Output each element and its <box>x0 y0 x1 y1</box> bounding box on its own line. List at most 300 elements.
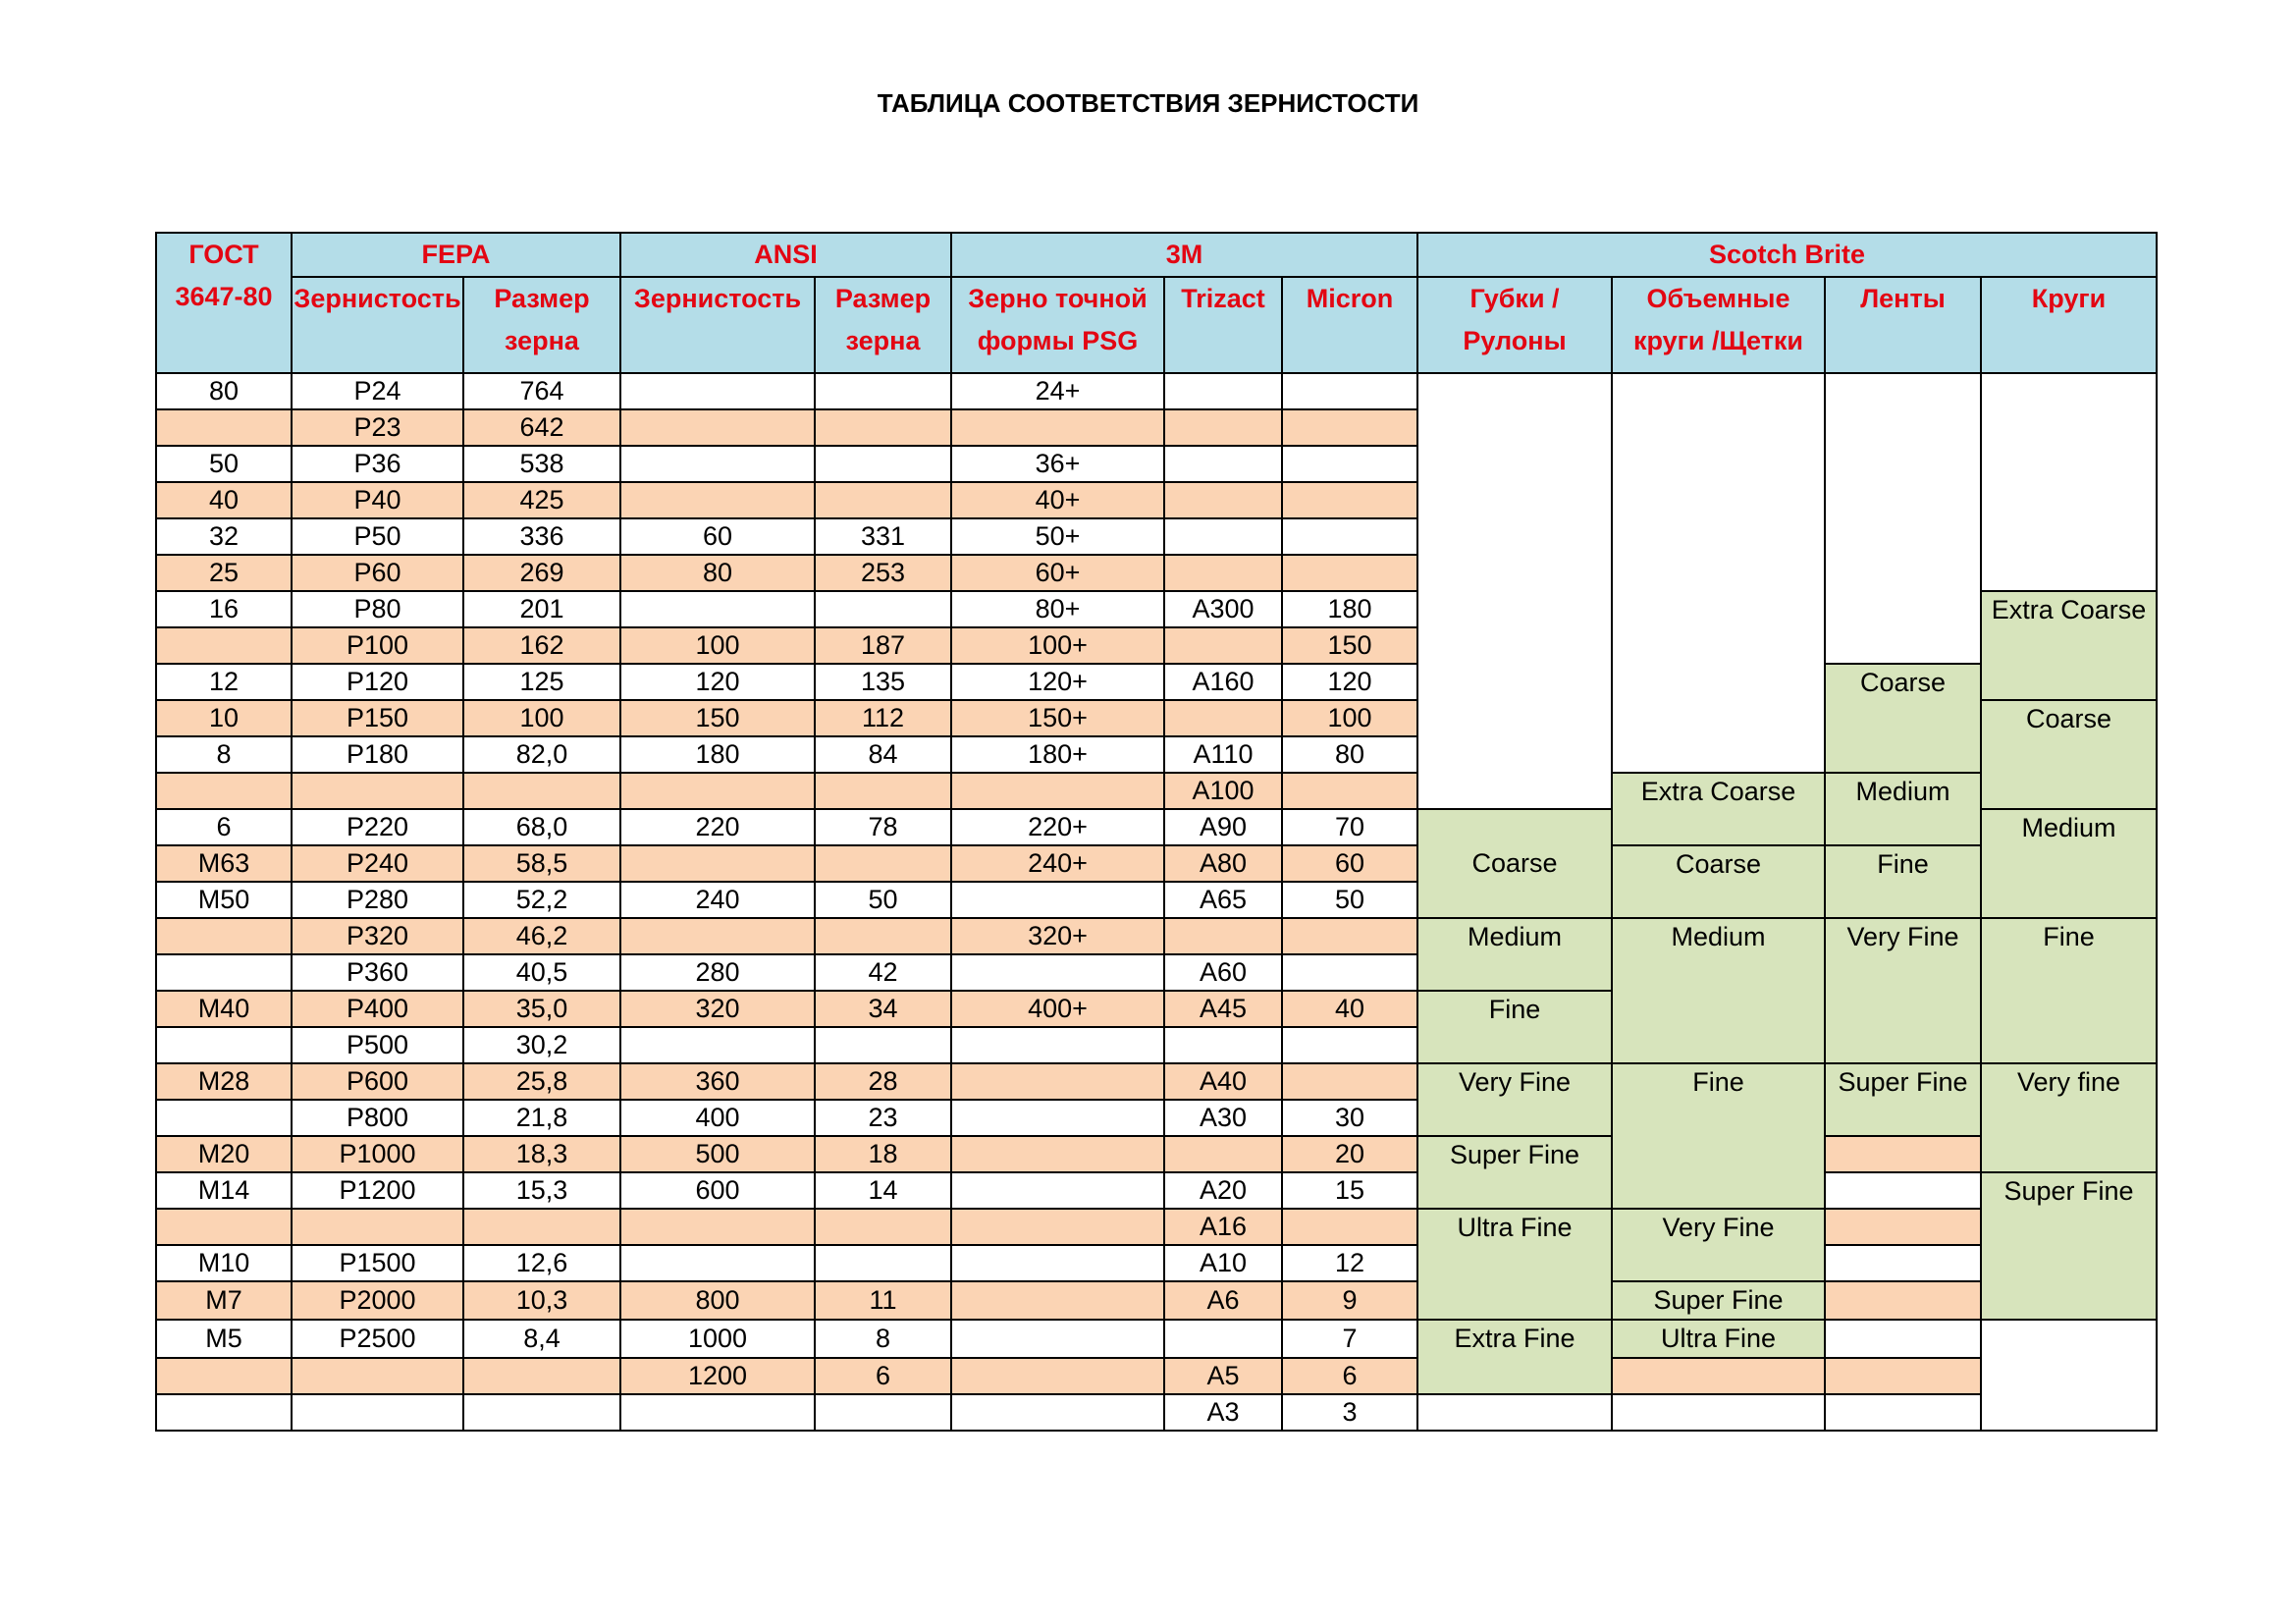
cell-micron <box>1282 373 1417 409</box>
cell-fepa-size: 162 <box>463 627 620 664</box>
cell-fepa: P220 <box>292 809 463 845</box>
cell-fepa-size: 125 <box>463 664 620 700</box>
cell-ansi <box>620 1245 815 1281</box>
cell-micron: 70 <box>1282 809 1417 845</box>
header-ansi-grit: Зернистость <box>620 277 815 373</box>
cell-gost: 50 <box>156 446 292 482</box>
cell-fepa-size <box>463 1358 620 1394</box>
header-micron: Micron <box>1282 277 1417 373</box>
table-row <box>156 1394 2157 1431</box>
cell-trizact: A40 <box>1164 1063 1282 1100</box>
cell-ansi <box>620 446 815 482</box>
cell-ansi: 150 <box>620 700 815 736</box>
cell-scotch-volumetric: Fine <box>1612 1063 1825 1209</box>
header-ansi: ANSI <box>620 233 951 277</box>
cell-fepa <box>292 1358 463 1394</box>
cell-ansi-size <box>815 1394 951 1431</box>
cell-scotch-discs: Extra Coarse <box>1981 591 2157 700</box>
cell-scotch-belts <box>1825 373 1981 664</box>
cell-gost: M63 <box>156 845 292 882</box>
table-row <box>156 1281 2157 1320</box>
cell-ansi: 280 <box>620 954 815 991</box>
cell-fepa-size: 425 <box>463 482 620 518</box>
cell-ansi-size <box>815 845 951 882</box>
cell-psg <box>951 1172 1164 1209</box>
cell-scotch-belts: Coarse <box>1825 664 1981 773</box>
cell-ansi: 600 <box>620 1172 815 1209</box>
cell-psg: 80+ <box>951 591 1164 627</box>
cell-trizact <box>1164 518 1282 555</box>
cell-trizact: A300 <box>1164 591 1282 627</box>
cell-fepa-size: 201 <box>463 591 620 627</box>
cell-fepa-size: 30,2 <box>463 1027 620 1063</box>
header-fepa: FEPA <box>292 233 620 277</box>
cell-fepa-size: 25,8 <box>463 1063 620 1100</box>
cell-micron: 150 <box>1282 627 1417 664</box>
cell-ansi: 120 <box>620 664 815 700</box>
cell-scotch-belts <box>1825 1394 1981 1431</box>
cell-micron <box>1282 1209 1417 1245</box>
cell-psg <box>951 1358 1164 1394</box>
cell-psg <box>951 1100 1164 1136</box>
document-title: ТАБЛИЦА СООТВЕТСТВИЯ ЗЕРНИСТОСТИ <box>877 88 1419 118</box>
table-row <box>156 373 2157 409</box>
cell-fepa: P1000 <box>292 1136 463 1172</box>
cell-psg: 100+ <box>951 627 1164 664</box>
cell-scotch-belts: Very Fine <box>1825 918 1981 1063</box>
cell-trizact <box>1164 409 1282 446</box>
cell-trizact <box>1164 482 1282 518</box>
cell-gost <box>156 409 292 446</box>
cell-scotch-volumetric: Coarse <box>1612 845 1825 918</box>
cell-scotch-belts <box>1825 1281 1981 1320</box>
cell-ansi-size: 253 <box>815 555 951 591</box>
cell-psg <box>951 1063 1164 1100</box>
cell-fepa <box>292 773 463 809</box>
cell-trizact: A110 <box>1164 736 1282 773</box>
cell-ansi <box>620 409 815 446</box>
cell-scotch-sponges: Fine <box>1417 991 1612 1063</box>
cell-gost: 32 <box>156 518 292 555</box>
cell-fepa-size: 46,2 <box>463 918 620 954</box>
cell-trizact <box>1164 1136 1282 1172</box>
cell-trizact: A60 <box>1164 954 1282 991</box>
cell-ansi-size: 42 <box>815 954 951 991</box>
cell-fepa-size: 35,0 <box>463 991 620 1027</box>
cell-fepa-size: 100 <box>463 700 620 736</box>
cell-scotch-sponges <box>1417 1394 1612 1431</box>
cell-fepa-size: 82,0 <box>463 736 620 773</box>
table-row <box>156 1172 2157 1209</box>
cell-psg: 24+ <box>951 373 1164 409</box>
cell-scotch-volumetric <box>1612 1394 1825 1431</box>
cell-fepa: P240 <box>292 845 463 882</box>
cell-scotch-sponges: Medium <box>1417 918 1612 991</box>
cell-fepa: P60 <box>292 555 463 591</box>
cell-scotch-volumetric <box>1612 373 1825 773</box>
cell-ansi: 1200 <box>620 1358 815 1394</box>
cell-scotch-volumetric <box>1612 1358 1825 1394</box>
cell-scotch-belts: Super Fine <box>1825 1063 1981 1136</box>
cell-micron: 12 <box>1282 1245 1417 1281</box>
cell-ansi: 500 <box>620 1136 815 1172</box>
cell-ansi <box>620 373 815 409</box>
cell-ansi-size: 18 <box>815 1136 951 1172</box>
cell-ansi-size: 50 <box>815 882 951 918</box>
header-psg: Зерно точной формы PSG <box>951 277 1164 373</box>
cell-scotch-volumetric: Ultra Fine <box>1612 1320 1825 1358</box>
cell-fepa: P80 <box>292 591 463 627</box>
cell-ansi: 100 <box>620 627 815 664</box>
header-trizact: Trizact <box>1164 277 1282 373</box>
cell-fepa <box>292 1394 463 1431</box>
cell-gost <box>156 954 292 991</box>
cell-ansi-size: 34 <box>815 991 951 1027</box>
cell-scotch-belts: Medium <box>1825 773 1981 845</box>
header-fepa-size: Размер зерна <box>463 277 620 373</box>
cell-psg <box>951 954 1164 991</box>
header-volumetric: Объемные круги /Щетки <box>1612 277 1825 373</box>
cell-ansi: 220 <box>620 809 815 845</box>
cell-micron: 40 <box>1282 991 1417 1027</box>
cell-psg: 180+ <box>951 736 1164 773</box>
cell-fepa: P180 <box>292 736 463 773</box>
cell-ansi-size: 14 <box>815 1172 951 1209</box>
cell-scotch-belts <box>1825 1209 1981 1245</box>
cell-psg <box>951 1281 1164 1320</box>
cell-psg: 400+ <box>951 991 1164 1027</box>
table-row <box>156 1136 2157 1172</box>
cell-psg: 240+ <box>951 845 1164 882</box>
cell-scotch-belts <box>1825 1172 1981 1209</box>
cell-scotch-discs: Medium <box>1981 809 2157 918</box>
cell-fepa: P100 <box>292 627 463 664</box>
cell-ansi-size: 112 <box>815 700 951 736</box>
cell-micron: 9 <box>1282 1281 1417 1320</box>
cell-fepa: P800 <box>292 1100 463 1136</box>
cell-scotch-discs: Fine <box>1981 918 2157 1063</box>
cell-scotch-sponges: Coarse <box>1417 809 1612 918</box>
cell-ansi-size: 331 <box>815 518 951 555</box>
cell-fepa: P40 <box>292 482 463 518</box>
cell-trizact <box>1164 1027 1282 1063</box>
cell-gost: 25 <box>156 555 292 591</box>
cell-psg <box>951 1027 1164 1063</box>
cell-micron: 180 <box>1282 591 1417 627</box>
cell-fepa-size: 21,8 <box>463 1100 620 1136</box>
cell-gost: M50 <box>156 882 292 918</box>
cell-ansi-size: 23 <box>815 1100 951 1136</box>
cell-trizact <box>1164 627 1282 664</box>
cell-gost <box>156 1394 292 1431</box>
cell-ansi-size <box>815 1245 951 1281</box>
cell-ansi-size <box>815 591 951 627</box>
cell-ansi: 60 <box>620 518 815 555</box>
cell-micron <box>1282 409 1417 446</box>
cell-fepa: P150 <box>292 700 463 736</box>
cell-psg: 60+ <box>951 555 1164 591</box>
cell-ansi-size <box>815 1209 951 1245</box>
cell-gost <box>156 773 292 809</box>
cell-fepa: P2000 <box>292 1281 463 1320</box>
table-row <box>156 1063 2157 1100</box>
cell-trizact: A6 <box>1164 1281 1282 1320</box>
cell-psg <box>951 409 1164 446</box>
cell-micron <box>1282 918 1417 954</box>
cell-ansi <box>620 1027 815 1063</box>
cell-fepa-size: 8,4 <box>463 1320 620 1358</box>
cell-gost: 10 <box>156 700 292 736</box>
cell-scotch-discs: Coarse <box>1981 700 2157 809</box>
cell-ansi-size: 84 <box>815 736 951 773</box>
cell-psg <box>951 1320 1164 1358</box>
cell-fepa-size: 764 <box>463 373 620 409</box>
cell-scotch-sponges <box>1417 373 1612 809</box>
cell-micron: 120 <box>1282 664 1417 700</box>
cell-gost <box>156 1027 292 1063</box>
cell-trizact: A45 <box>1164 991 1282 1027</box>
cell-psg: 320+ <box>951 918 1164 954</box>
cell-psg <box>951 1394 1164 1431</box>
cell-ansi-size <box>815 373 951 409</box>
cell-fepa: P2500 <box>292 1320 463 1358</box>
cell-scotch-belts: Fine <box>1825 845 1981 918</box>
cell-gost <box>156 1209 292 1245</box>
cell-micron: 50 <box>1282 882 1417 918</box>
cell-ansi-size: 28 <box>815 1063 951 1100</box>
cell-fepa: P360 <box>292 954 463 991</box>
cell-micron <box>1282 482 1417 518</box>
table-row <box>156 1320 2157 1358</box>
cell-scotch-volumetric: Very Fine <box>1612 1209 1825 1281</box>
cell-scotch-sponges: Extra Fine <box>1417 1320 1612 1394</box>
cell-micron: 100 <box>1282 700 1417 736</box>
cell-gost <box>156 1100 292 1136</box>
cell-fepa-size: 15,3 <box>463 1172 620 1209</box>
cell-gost: 12 <box>156 664 292 700</box>
cell-fepa-size: 12,6 <box>463 1245 620 1281</box>
table-row <box>156 918 2157 954</box>
cell-fepa-size: 642 <box>463 409 620 446</box>
cell-fepa-size: 52,2 <box>463 882 620 918</box>
cell-trizact <box>1164 918 1282 954</box>
header-scotch-brite: Scotch Brite <box>1417 233 2157 277</box>
cell-fepa-size <box>463 773 620 809</box>
cell-trizact: A100 <box>1164 773 1282 809</box>
header-ansi-size: Размер зерна <box>815 277 951 373</box>
cell-psg: 50+ <box>951 518 1164 555</box>
grit-table-body <box>156 373 2157 1431</box>
cell-ansi: 1000 <box>620 1320 815 1358</box>
cell-fepa-size: 18,3 <box>463 1136 620 1172</box>
cell-ansi-size: 187 <box>815 627 951 664</box>
cell-trizact: A65 <box>1164 882 1282 918</box>
cell-ansi: 80 <box>620 555 815 591</box>
cell-gost: M7 <box>156 1281 292 1320</box>
cell-fepa: P400 <box>292 991 463 1027</box>
cell-ansi: 180 <box>620 736 815 773</box>
cell-psg: 150+ <box>951 700 1164 736</box>
table-row <box>156 1358 2157 1394</box>
cell-micron: 20 <box>1282 1136 1417 1172</box>
cell-fepa: P320 <box>292 918 463 954</box>
cell-scotch-discs: Very fine <box>1981 1063 2157 1172</box>
cell-trizact <box>1164 373 1282 409</box>
cell-scotch-belts <box>1825 1245 1981 1281</box>
cell-gost: M20 <box>156 1136 292 1172</box>
cell-gost: M14 <box>156 1172 292 1209</box>
cell-ansi-size <box>815 482 951 518</box>
cell-micron <box>1282 446 1417 482</box>
cell-fepa-size: 269 <box>463 555 620 591</box>
cell-micron: 3 <box>1282 1394 1417 1431</box>
cell-trizact: A16 <box>1164 1209 1282 1245</box>
cell-trizact <box>1164 555 1282 591</box>
cell-ansi-size: 8 <box>815 1320 951 1358</box>
cell-ansi: 400 <box>620 1100 815 1136</box>
cell-ansi <box>620 1394 815 1431</box>
header-fepa-grit: Зернистость <box>292 277 463 373</box>
cell-trizact: A3 <box>1164 1394 1282 1431</box>
cell-micron <box>1282 954 1417 991</box>
cell-psg: 120+ <box>951 664 1164 700</box>
cell-gost: M28 <box>156 1063 292 1100</box>
cell-fepa: P23 <box>292 409 463 446</box>
cell-gost: 40 <box>156 482 292 518</box>
cell-psg: 40+ <box>951 482 1164 518</box>
cell-psg: 220+ <box>951 809 1164 845</box>
cell-trizact: A30 <box>1164 1100 1282 1136</box>
cell-micron: 80 <box>1282 736 1417 773</box>
cell-psg <box>951 1209 1164 1245</box>
cell-gost: M10 <box>156 1245 292 1281</box>
header-belts: Ленты <box>1825 277 1981 373</box>
cell-fepa-size: 10,3 <box>463 1281 620 1320</box>
cell-scotch-sponges: Super Fine <box>1417 1136 1612 1209</box>
cell-trizact: A20 <box>1164 1172 1282 1209</box>
cell-psg <box>951 1136 1164 1172</box>
table-row <box>156 1245 2157 1281</box>
cell-micron: 7 <box>1282 1320 1417 1358</box>
cell-gost <box>156 918 292 954</box>
cell-micron <box>1282 1063 1417 1100</box>
cell-scotch-volumetric: Super Fine <box>1612 1281 1825 1320</box>
cell-gost <box>156 1358 292 1394</box>
cell-ansi: 240 <box>620 882 815 918</box>
cell-ansi-size <box>815 918 951 954</box>
cell-fepa: P24 <box>292 373 463 409</box>
cell-trizact: A160 <box>1164 664 1282 700</box>
cell-ansi: 320 <box>620 991 815 1027</box>
cell-fepa-size: 538 <box>463 446 620 482</box>
cell-micron: 15 <box>1282 1172 1417 1209</box>
cell-ansi-size <box>815 1027 951 1063</box>
cell-scotch-belts <box>1825 1358 1981 1394</box>
cell-trizact: A80 <box>1164 845 1282 882</box>
cell-gost <box>156 627 292 664</box>
cell-fepa: P1200 <box>292 1172 463 1209</box>
cell-scotch-belts <box>1825 1136 1981 1172</box>
cell-ansi <box>620 845 815 882</box>
cell-trizact <box>1164 700 1282 736</box>
table-row <box>156 845 2157 882</box>
cell-fepa <box>292 1209 463 1245</box>
cell-fepa: P280 <box>292 882 463 918</box>
cell-fepa: P1500 <box>292 1245 463 1281</box>
cell-ansi-size: 11 <box>815 1281 951 1320</box>
cell-gost: 8 <box>156 736 292 773</box>
cell-ansi-size: 6 <box>815 1358 951 1394</box>
cell-gost: M40 <box>156 991 292 1027</box>
cell-fepa-size: 40,5 <box>463 954 620 991</box>
cell-scotch-sponges: Ultra Fine <box>1417 1209 1612 1320</box>
table-row <box>156 664 2157 700</box>
grit-comparison-table <box>155 232 2158 1432</box>
table-row <box>156 1209 2157 1245</box>
cell-fepa: P600 <box>292 1063 463 1100</box>
cell-fepa-size <box>463 1209 620 1245</box>
cell-micron <box>1282 773 1417 809</box>
cell-ansi-size <box>815 446 951 482</box>
cell-gost: 16 <box>156 591 292 627</box>
cell-fepa: P50 <box>292 518 463 555</box>
cell-psg <box>951 773 1164 809</box>
cell-fepa: P36 <box>292 446 463 482</box>
cell-micron: 60 <box>1282 845 1417 882</box>
cell-trizact: A90 <box>1164 809 1282 845</box>
cell-trizact <box>1164 1320 1282 1358</box>
cell-ansi <box>620 773 815 809</box>
header-3m: 3M <box>951 233 1417 277</box>
cell-scotch-volumetric: Extra Coarse <box>1612 773 1825 845</box>
cell-fepa: P120 <box>292 664 463 700</box>
cell-scotch-discs <box>1981 373 2157 591</box>
table-row <box>156 773 2157 809</box>
cell-scotch-discs <box>1981 1320 2157 1431</box>
header-sponges: Губки /Рулоны <box>1417 277 1612 373</box>
header-gost: ГОСТ 3647-80 <box>156 233 292 373</box>
cell-trizact <box>1164 446 1282 482</box>
cell-gost: 6 <box>156 809 292 845</box>
cell-gost: 80 <box>156 373 292 409</box>
cell-trizact: A10 <box>1164 1245 1282 1281</box>
cell-fepa-size: 68,0 <box>463 809 620 845</box>
cell-ansi <box>620 918 815 954</box>
cell-micron <box>1282 555 1417 591</box>
cell-ansi: 800 <box>620 1281 815 1320</box>
cell-gost: M5 <box>156 1320 292 1358</box>
cell-scotch-volumetric: Medium <box>1612 918 1825 1063</box>
cell-fepa-size: 336 <box>463 518 620 555</box>
cell-micron: 6 <box>1282 1358 1417 1394</box>
cell-scotch-sponges: Very Fine <box>1417 1063 1612 1136</box>
cell-psg: 36+ <box>951 446 1164 482</box>
cell-micron <box>1282 518 1417 555</box>
cell-ansi <box>620 482 815 518</box>
cell-ansi <box>620 1209 815 1245</box>
cell-fepa-size <box>463 1394 620 1431</box>
cell-micron: 30 <box>1282 1100 1417 1136</box>
cell-fepa: P500 <box>292 1027 463 1063</box>
cell-scotch-discs: Super Fine <box>1981 1172 2157 1320</box>
cell-ansi-size <box>815 773 951 809</box>
cell-micron <box>1282 1027 1417 1063</box>
cell-scotch-belts <box>1825 1320 1981 1358</box>
cell-ansi-size: 78 <box>815 809 951 845</box>
header-discs: Круги <box>1981 277 2157 373</box>
cell-ansi: 360 <box>620 1063 815 1100</box>
cell-ansi-size <box>815 409 951 446</box>
